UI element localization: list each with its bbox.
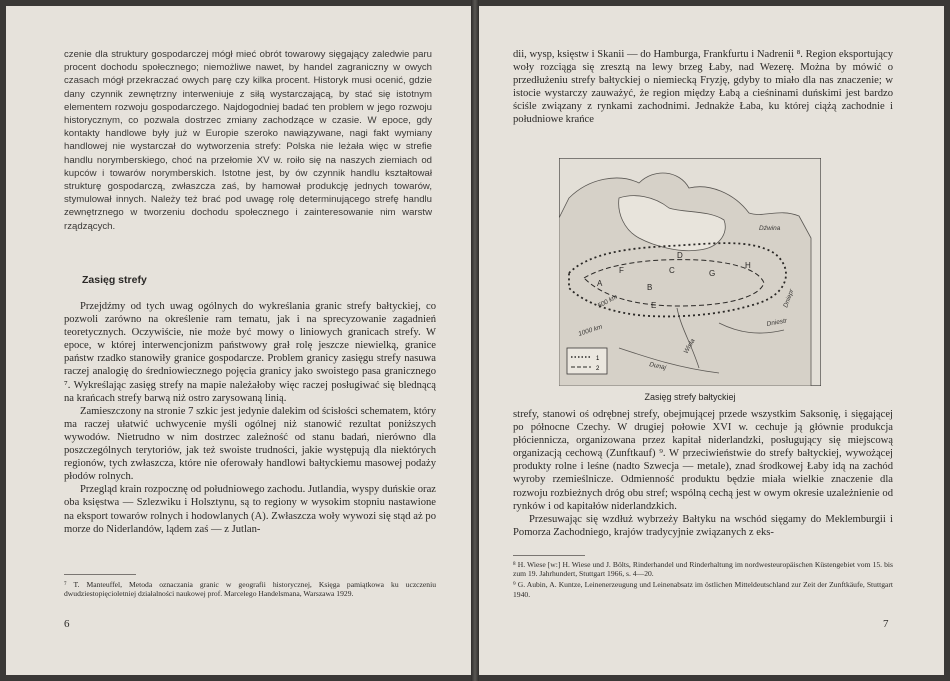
- map-zone-label: C: [669, 266, 675, 275]
- right-para-3: Przesuwając się wzdłuż wybrzeży Bałtyku na wschód sięgamy do Meklemburgii i Pomorza Zachodniego, krajów tradycyjnie związanych z eks-: [513, 513, 893, 538]
- right-page: [479, 6, 944, 675]
- legend-label-1: 1: [596, 356, 600, 362]
- left-para-2: Przejdźmy od tych uwag ogólnych do wykreślania granic strefy bałtyckiej, co pozwoli zarówno na określenie ram tematu, jak i na sprecyzowanie zagadnień teoretycznych. Oczywiście, nie może być mowy o liniowych granicach strefy. W epoce, w której interwencjonizm państwowy grał rolę jeszcze niewielką, granice państw rzadko stanowiły granice gospodarcze. Problem granicy zasięgu strefy nasuwa raczej analogię do średniowiecznego pojęcia granicy jako swoistego pasa granicznego ⁷. Wykreślając zasięg strefy na mapie należałoby więc raczej posługiwać się blednącą na krańcach strefy barwą niż ostro zarysowaną linią.: [64, 301, 436, 404]
- map-zone-label: E: [651, 301, 657, 310]
- legend-label-2: 2: [596, 366, 600, 372]
- right-body: [513, 408, 893, 539]
- left-page: [6, 6, 471, 675]
- right-footnotes: [513, 560, 893, 599]
- map-zone-label: A: [597, 279, 603, 288]
- left-footnote: ⁷ T. Manteuffel, Metoda oznaczania granic w geografii historycznej, Księga pamiątkowa ku uczczeniu dwudziestopięcioletniej działalności naukowej prof. Marcelego Handelsmana, Warszawa 1929.: [64, 580, 436, 599]
- right-footnote-8: ⁸ H. Wiese [w:] H. Wiese und J. Bölts, Rinderhandel und Rinderhaltung im nordwesteuropäischen Küstengebiet vom 15. bis zum 19. Jahrhundert, Stuttgart 1966, s. 4—20.: [513, 560, 893, 579]
- book-gutter: [471, 0, 479, 681]
- right-para-1: dii, wysp, księstw i Skanii — do Hamburga, Frankfurtu i Nadrenii ⁸. Region eksportujący woły rozciąga się zresztą na lewy brzeg Łaby, nad Wezerę. Można by mówić o przedłużeniu strefy bałtyckiej o niemiecką Fryzję, gdyby to miało dla nas znaczenie; w istocie wystarczy zauważyć, że region między Łabą a cieśninami duńskimi jest bardzo ściśle związany z rynkami zachodnimi. Jednakże Łaba, ku której ciążą zachodnie i południowe krańce: [513, 49, 893, 126]
- page-number-right: 7: [883, 618, 889, 630]
- map-scale-label: 500 km: [596, 293, 619, 310]
- left-para-3: Zamieszczony na stronie 7 szkic jest jedynie dalekim od ścisłości schematem, który ma raczej ułatwić uchwycenie myśli ogólnej niż stanowić rezultat poniższych wywodów. Nietrudno w nim dostrzec zależność od stanu badań, nierówno dla poszczególnych terytoriów, jak też swoiste trudności, jakie występują dla niektórych regionów, tych zwłaszcza, które nie oferowały handlowi bałtyckiemu masowej podaży płodów rolnych.: [64, 405, 436, 483]
- right-footnote-9: ⁹ G. Aubin, A. Kuntze, Leinenerzeugung und Leinenabsatz im östlichen Mitteldeutschland zur Zeit der Zunftkäufe, Stuttgart 1940.: [513, 580, 893, 599]
- footnote-rule-right: [513, 555, 585, 556]
- left-para-4: Przegląd krain rozpocznę od południowego zachodu. Jutlandia, wyspy duńskie oraz oba księstwa — Szlezwiku i Holsztynu, są to regiony w wysokim stopniu nastawione na eksport towarów rolnych i hodowlanych (A). Zwłaszcza woły wywozi się stąd aż po morze do Niderlandów, lądem zaś — z Jutlan-: [64, 484, 436, 535]
- map-river-label: Wisła: [682, 337, 697, 355]
- map-river-label: Dniestr: [766, 317, 788, 328]
- left-body: [64, 300, 436, 536]
- map-zone-label: G: [709, 269, 716, 278]
- page-number-left: 6: [64, 618, 70, 630]
- map-zone-label: D: [677, 251, 683, 260]
- map-caption: Zasięg strefy bałtyckiej: [644, 392, 736, 402]
- map-river-label: Dunaj: [648, 361, 667, 372]
- right-para-2: strefy, stanowi oś odrębnej strefy, obejmującej przede wszystkim Saksonię, i sięgającej po północne Czechy. W drugiej połowie XVI w. cechuje ją głównie produkcja płóciennicza, organizowana przez kapitał niderlandzki, posługujący się miejscową organizacją cechową (Zunftkauf) ⁹. W przeciwieństwie do strefy bałtyckiej, wywożącej produkty rolne i leśne (nadto Szwecja — metale), znad środkowej Łaby idą na zachód wyroby rzemieślnicze. Odmienność produktu będzie miała wielkie znaczenie dla rozwoju rozbieżnych dróg obu stref; wspólną cechą jest w owym okresie uzależnienie od rynków i od kapitałów niderlandzkich.: [513, 409, 893, 512]
- section-heading: Zasięg strefy: [82, 274, 147, 286]
- map-zone-label: F: [619, 266, 624, 275]
- footnote-rule: [64, 574, 136, 575]
- left-para-1: czenie dla struktury gospodarczej mógł mieć obrót towarowy sięgający zaledwie paru procent dochodu społecznego; niemożliwe nawet, by handel zagraniczny w owych czasach mógł przekraczać owych parę czy kilka procent. Historyk musi ocenić, gdzie dany czynnik zewnętrzny interweniuje z siłą wystarczającą, by stać się istotnym elementem rozwoju gospodarczego. Najdogodniej badać ten problem w jego rozwoju historycznym, co pozwala dostrzec zmiany zachodzące w czasie. W epoce, gdy kontakty handlowe były już w Europie szeroko nawiązywane, nagi fakt wymiany handlowej nie wystarczał do wytworzenia strefy: Polska nie leżała więc w strefie handlu norymberskiego, choć na przełomie XV w. roiło się na naszych ziemiach od kupców i towarów norymberskich. Istotne jest, by ów czynnik handlu kształtował strukturę gospodarczą, zwłaszcza zaś, by hamował produkcję jednych towarów, stymulował innych. Należy też brać pod uwagę rolę determinującego strefę handlu zewnętrznego w tworzeniu dochodu społecznego i zainteresowanie nim warstw rządzących.: [64, 49, 432, 232]
- map-river-label: Dźwina: [759, 225, 781, 232]
- map-legend: [567, 348, 607, 374]
- map-river-label: Dniepr: [782, 288, 796, 309]
- map-zone-label: B: [647, 283, 653, 292]
- map-scale-label: 1000 km: [577, 323, 604, 338]
- map-zone-label: H: [745, 261, 751, 270]
- baltic-zone-map: [559, 158, 821, 386]
